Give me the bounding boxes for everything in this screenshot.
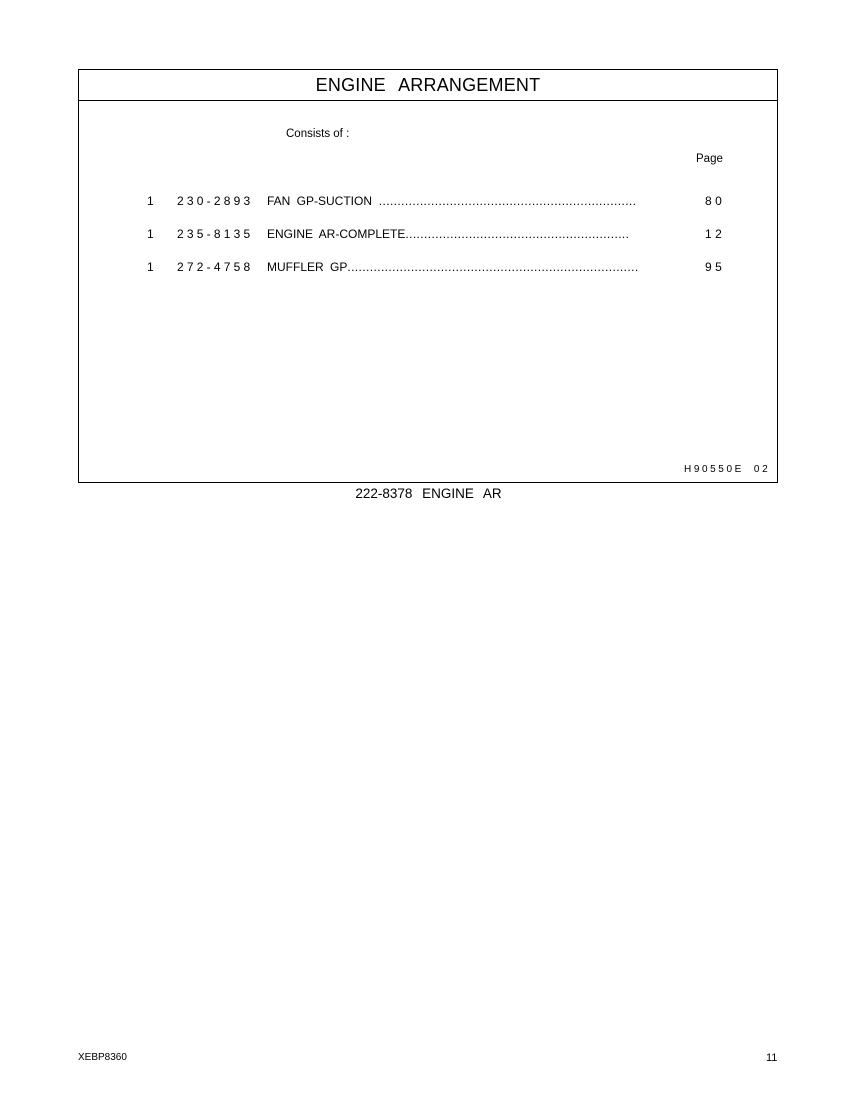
content-frame <box>78 69 778 483</box>
page-number: 11 <box>766 1052 778 1064</box>
figure-caption: 222-8378 ENGINE AR <box>355 486 502 501</box>
page-column-header: Page <box>696 153 723 165</box>
parts-row <box>79 260 777 278</box>
document-id: XEBP8360 <box>78 1052 127 1063</box>
parts-row <box>79 194 777 212</box>
footer-code-text: H90550E <box>684 464 744 475</box>
part-description <box>267 194 641 208</box>
consists-of-label: Consists of : <box>286 128 350 140</box>
description-text: ENGINE AR-COMPLETE <box>267 227 406 241</box>
quantity: 1 <box>147 227 154 241</box>
description-text: MUFFLER GP <box>267 260 348 274</box>
parts-row <box>79 227 777 245</box>
part-number: 272-4758 <box>177 260 254 274</box>
description-text: FAN GP-SUCTION <box>267 194 373 208</box>
part-number: 230-2893 <box>177 194 254 208</box>
page-reference: 95 <box>705 260 726 274</box>
quantity: 1 <box>147 194 154 208</box>
part-description <box>267 227 641 241</box>
leader-dots: ............................................................ <box>405 227 630 241</box>
page-reference: 12 <box>705 227 726 241</box>
part-number: 235-8135 <box>177 227 254 241</box>
part-description <box>267 260 641 274</box>
leader-dots: .............................................................................. <box>347 260 639 274</box>
footer-revision: 02 <box>753 464 771 475</box>
page-reference: 80 <box>705 194 726 208</box>
leader-dots: ..................................................................... <box>372 194 637 208</box>
illustration-code <box>684 464 770 475</box>
quantity: 1 <box>147 260 154 274</box>
section-title: ENGINE ARRANGEMENT <box>79 70 777 101</box>
